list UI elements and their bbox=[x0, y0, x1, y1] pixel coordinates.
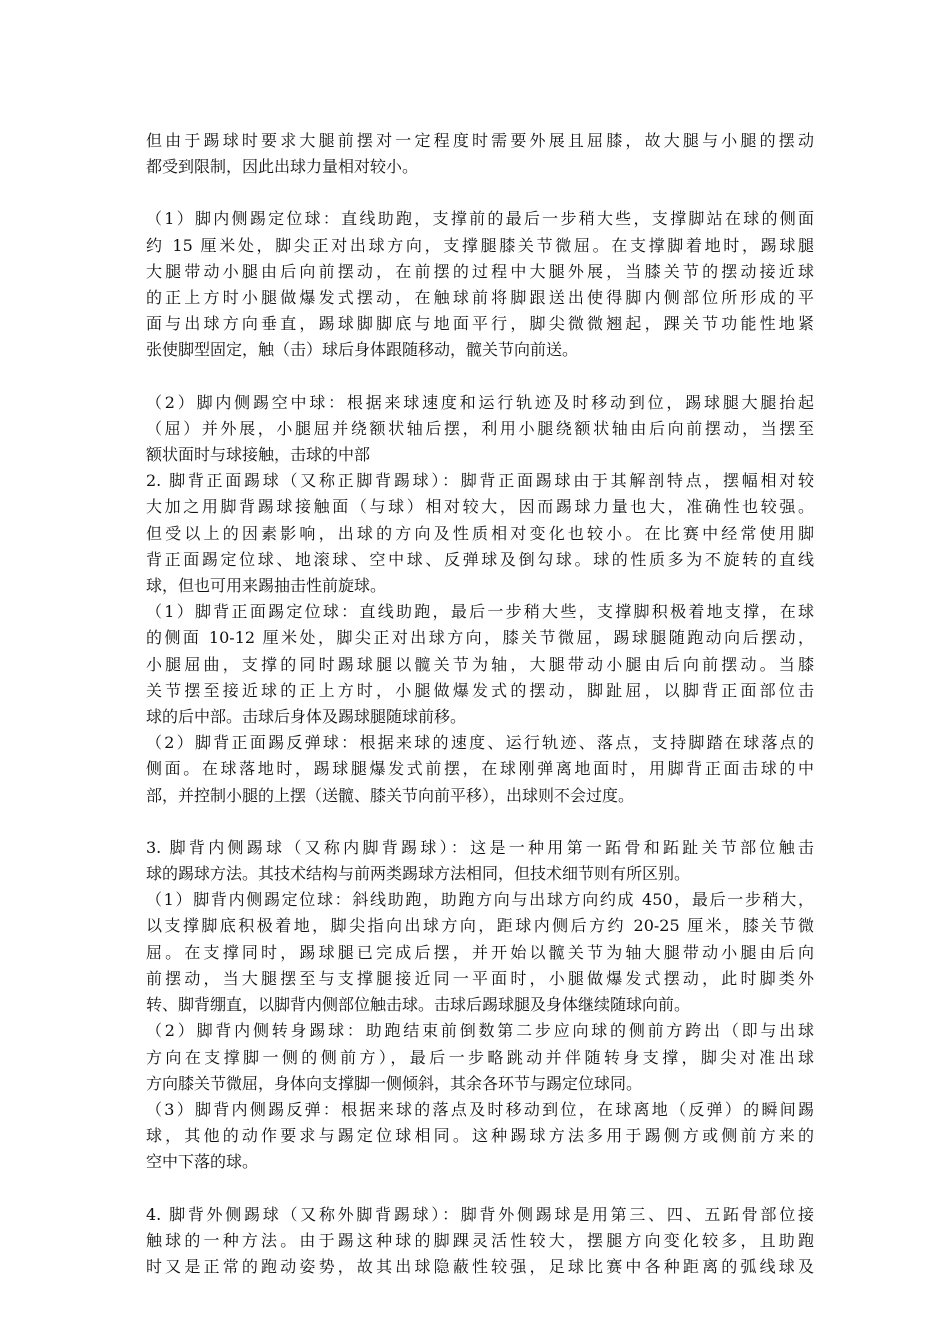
text-line: 以支撑脚底积极着地，脚尖指向出球方向，距球内侧后方约 20-25 厘米，膝关节微 bbox=[146, 916, 814, 936]
text-line: 张使脚型固定，触（击）球后身体跟随移动，髋关节向前送。 bbox=[146, 340, 579, 360]
text-line: 2. 脚背正面踢球（又称正脚背踢球）：脚背正面踢球由于其解剖特点，摆幅相对较 bbox=[146, 471, 814, 491]
text-line: （3）脚背内侧踢反弹：根据来球的落点及时移动到位，在球离地（反弹）的瞬间踢 bbox=[146, 1099, 814, 1119]
paragraph-8 bbox=[146, 887, 814, 1018]
text-line: 前摆动，当大腿摆至与支撑腿接近同一平面时，小腿做爆发式摆动，此时脚类外 bbox=[146, 968, 814, 988]
text-line: （2）脚内侧踢空中球：根据来球速度和运行轨迹及时移动到位，踢球腿大腿抬起 bbox=[146, 392, 814, 412]
paragraph-9 bbox=[146, 1018, 814, 1097]
text-line: 球的踢球方法。其技术结构与前两类踢球方法相同，但技术细节则有所区别。 bbox=[146, 864, 691, 884]
paragraph-1 bbox=[146, 128, 814, 180]
text-line: 3. 脚背内侧踢球（又称内脚背踢球）：这是一种用第一跖骨和跖趾关节部位触击 bbox=[146, 837, 814, 857]
text-line: 转、脚背绷直，以脚背内侧部位触击球。击球后踢球腿及身体继续随球向前。 bbox=[146, 995, 691, 1015]
text-line: （1）脚背正面踢定位球：直线助跑，最后一步稍大些，支撑脚积极着地支撑，在球 bbox=[146, 602, 814, 622]
text-line: 背正面踢定位球、地滚球、空中球、反弹球及倒勾球。球的性质多为不旋转的直线 bbox=[146, 549, 814, 569]
paragraph-7 bbox=[146, 835, 814, 887]
text-line: 触球的一种方法。由于踢这种球的脚踝灵活性较大，摆腿方向变化较多，且助跑 bbox=[146, 1230, 814, 1250]
paragraph-spacer bbox=[146, 364, 814, 390]
text-line: 约 15 厘米处，脚尖正对出球方向，支撑腿膝关节微屈。在支撑脚着地时，踢球腿 bbox=[146, 235, 814, 255]
text-line: （屈）并外展，小腿屈并绕额状轴后摆，利用小腿绕额状轴由后向前摆动，当摆至 bbox=[146, 418, 814, 438]
text-line: 侧面。在球落地时，踢球腿爆发式前摆，在球刚弹离地面时，用脚背正面击球的中 bbox=[146, 759, 814, 779]
paragraph-11 bbox=[146, 1202, 814, 1281]
text-line: （1）脚内侧踢定位球：直线助跑，支撑前的最后一步稍大些，支撑脚站在球的侧面 bbox=[146, 209, 814, 229]
text-line: 大加之用脚背踢球接触面（与球）相对较大，因而踢球力量也大，准确性也较强。 bbox=[146, 497, 814, 517]
paragraph-spacer bbox=[146, 180, 814, 206]
text-line: 空中下落的球。 bbox=[146, 1152, 259, 1172]
text-line: 部，并控制小腿的上摆（送髋、膝关节向前平移），出球则不会过度。 bbox=[146, 785, 635, 805]
text-line: 球，其他的动作要求与踢定位球相同。这种踢球方法多用于踢侧方或侧前方来的 bbox=[146, 1126, 814, 1146]
paragraph-3 bbox=[146, 390, 814, 469]
text-line: 的侧面 10-12 厘米处，脚尖正对出球方向，膝关节微屈，踢球腿随跑动向后摆动， bbox=[146, 628, 814, 648]
text-line: 4. 脚背外侧踢球（又称外脚背踢球）：脚背外侧踢球是用第三、四、五跖骨部位接 bbox=[146, 1204, 814, 1224]
paragraph-5 bbox=[146, 599, 814, 730]
text-line: 但受以上的因素影响，出球的方向及性质相对变化也较小。在比赛中经常使用脚 bbox=[146, 523, 814, 543]
text-line: 额状面时与球接触，击球的中部 bbox=[146, 445, 371, 465]
text-line: 球，但也可用来踢抽击性前旋球。 bbox=[146, 576, 387, 596]
text-line: 但由于踢球时要求大腿前摆对一定程度时需要外展且屈膝，故大腿与小腿的摆动 bbox=[146, 131, 814, 150]
document-page bbox=[146, 128, 814, 1280]
text-line: 都受到限制，因此出球力量相对较小。 bbox=[146, 157, 419, 177]
document-body bbox=[146, 128, 814, 1280]
text-line: 时又是正常的跑动姿势，故其出球隐蔽性较强，足球比赛中各种距离的弧线球及 bbox=[146, 1256, 814, 1276]
paragraph-10 bbox=[146, 1097, 814, 1176]
paragraph-6 bbox=[146, 730, 814, 809]
paragraph-4 bbox=[146, 468, 814, 599]
paragraph-spacer bbox=[146, 809, 814, 835]
text-line: 方向在支撑脚一侧的侧前方），最后一步略跳动并伴随转身支撑，脚尖对准出球 bbox=[146, 1047, 814, 1067]
text-line: 关节摆至接近球的正上方时，小腿做爆发式的摆动，脚趾屈，以脚背正面部位击 bbox=[146, 680, 814, 700]
text-line: （2）脚背内侧转身踢球：助跑结束前倒数第二步应向球的侧前方跨出（即与出球 bbox=[146, 1021, 814, 1041]
paragraph-spacer bbox=[146, 1176, 814, 1202]
text-line: 小腿屈曲，支撑的同时踢球腿以髋关节为轴，大腿带动小腿由后向前摆动。当膝 bbox=[146, 654, 814, 674]
text-line: （1）脚背内侧踢定位球：斜线助跑，助跑方向与出球方向约成 450，最后一步稍大， bbox=[146, 890, 814, 910]
text-line: 的正上方时小腿做爆发式摆动，在触球前将脚跟送出使得脚内侧部位所形成的平 bbox=[146, 288, 814, 308]
text-line: 方向膝关节微屈，身体向支撑脚一侧倾斜，其余各环节与踢定位球同。 bbox=[146, 1073, 643, 1093]
paragraph-2 bbox=[146, 206, 814, 363]
text-line: 面与出球方向垂直，踢球脚脚底与地面平行，脚尖微微翘起，踝关节功能性地紧 bbox=[146, 314, 814, 334]
text-line: 球的后中部。击球后身体及踢球腿随球前移。 bbox=[146, 707, 467, 727]
text-line: 屈。在支撑同时，踢球腿已完成后摆，并开始以髋关节为轴大腿带动小腿由后向 bbox=[146, 942, 814, 962]
text-line: （2）脚背正面踢反弹球：根据来球的速度、运行轨迹、落点，支持脚踏在球落点的 bbox=[146, 733, 814, 753]
text-line: 大腿带动小腿由后向前摆动，在前摆的过程中大腿外展，当膝关节的摆动接近球 bbox=[146, 261, 814, 281]
